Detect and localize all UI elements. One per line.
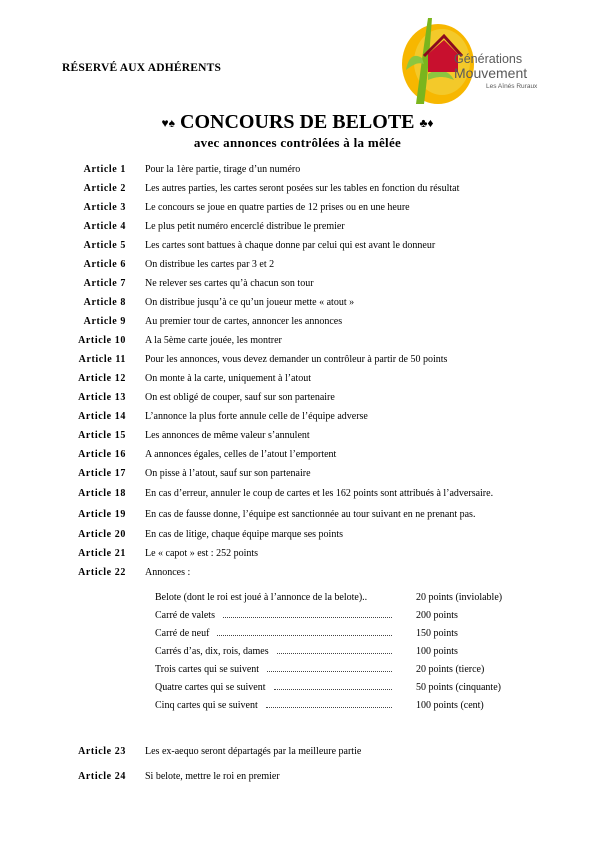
article-label: Article 23 [78,746,126,757]
article-row [0,240,595,254]
article-label: Article 16 [78,449,126,460]
article-text: A la 5ème carte jouée, les montrer [145,335,282,346]
annonce-label: Carré de valets [155,610,215,621]
dot-leader [274,689,392,690]
annonce-value: 20 points (tierce) [416,664,485,675]
article-text: Les autres parties, les cartes seront posées sur les tables en fonction du résultat [145,183,460,194]
article-label: Article 2 [83,183,126,194]
article-row [0,746,595,760]
article-text: Pour la 1ère partie, tirage d’un numéro [145,164,301,175]
article-text: Le concours se joue en quatre parties de 12 prises ou en une heure [145,202,410,213]
article-label: Article 24 [78,771,126,782]
reserve-label: RÉSERVÉ AUX ADHÉRENTS [62,62,222,74]
annonce-label: Belote (dont le roi est joué à l’annonce de la belote).. [155,592,368,603]
annonce-row [0,610,595,624]
article-text: On monte à la carte, uniquement à l’atout [145,373,312,384]
page-subtitle: avec annonces contrôlées à la mêlée [193,135,402,150]
annonce-row [0,592,595,606]
article-text: Les cartes sont battues à chaque donne par celui qui est avant le donneur [145,240,436,251]
annonce-label: Trois cartes qui se suivent [155,664,260,675]
article-label: Article 15 [78,430,126,441]
article-text: En cas de fausse donne, l’équipe est sanctionnée au tour suivant en ne prenant pas. [145,509,476,520]
dot-leader [277,653,392,654]
article-row [0,488,595,502]
article-text: L’annonce la plus forte annule celle de l’équipe adverse [145,411,368,422]
dot-leader [267,671,392,672]
article-row [0,509,595,523]
article-label: Article 6 [83,259,126,270]
article-label: Article 13 [78,392,126,403]
article-text: Les annonces de même valeur s’annulent [145,430,310,441]
article-label: Article 11 [78,354,126,365]
title-text: CONCOURS DE BELOTE [180,111,415,133]
annonce-value: 50 points (cinquante) [416,682,501,693]
article-row [0,449,595,463]
annonce-label: Cinq cartes qui se suivent [155,700,258,711]
article-label: Article 18 [78,488,126,499]
article-text: En cas d’erreur, annuler le coup de cartes et les 162 points sont attribués à l’adversaire. [145,488,494,499]
article-label: Article 19 [78,509,126,520]
article-text: A annonces égales, celles de l’atout l’emportent [145,449,337,460]
article-row [0,567,595,581]
article-text: Si belote, mettre le roi en premier [145,771,280,782]
suits-left: ♥♠ [161,116,175,130]
annonce-value: 100 points [416,646,458,657]
logo-line3: Les Aînés Ruraux [486,83,538,90]
article-row [0,164,595,178]
article-row [0,430,595,444]
article-text: Le « capot » est : 252 points [145,548,259,559]
article-row [0,278,595,292]
article-row [0,392,595,406]
article-label: Article 5 [83,240,126,251]
article-text: Annonces : [145,567,191,578]
article-text: Ne relever ses cartes qu’à chacun son tour [145,278,314,289]
article-label: Article 1 [83,164,126,175]
suits-right: ♣♦ [419,116,434,130]
article-label: Article 4 [83,221,126,232]
annonce-value: 200 points [416,610,458,621]
article-row [0,183,595,197]
article-text: Le plus petit numéro encerclé distribue le premier [145,221,345,232]
logo-line2: Mouvement [454,65,528,81]
article-label: Article 20 [78,529,126,540]
article-row [0,202,595,216]
annonce-label: Carrés d’as, dix, rois, dames [155,646,269,657]
article-row [0,373,595,387]
annonce-label: Quatre cartes qui se suivent [155,682,266,693]
article-label: Article 12 [78,373,126,384]
article-label: Article 7 [83,278,126,289]
annonce-value: 20 points (inviolable) [416,592,503,603]
article-label: Article 3 [83,202,126,213]
annonce-row [0,628,595,642]
annonce-row [0,700,595,714]
annonce-row [0,646,595,660]
annonce-label: Carré de neuf [155,628,210,639]
article-label: Article 8 [83,297,126,308]
article-label: Article 14 [78,411,126,422]
article-row [0,297,595,311]
article-row [0,548,595,562]
annonce-value: 100 points (cent) [416,700,484,711]
article-text: On distribue les cartes par 3 et 2 [145,259,275,270]
article-text: Au premier tour de cartes, annoncer les annonces [145,316,343,327]
article-row [0,316,595,330]
article-label: Article 21 [78,548,126,559]
annonce-row [0,664,595,678]
page-title [0,111,595,134]
article-label: Article 17 [78,468,126,479]
dot-leader [223,617,392,618]
dot-leader [217,635,392,636]
article-row [0,411,595,425]
article-text: On est obligé de couper, sauf sur son partenaire [145,392,335,403]
annonce-value: 150 points [416,628,458,639]
article-label: Article 9 [83,316,126,327]
generations-mouvement-logo [398,14,548,108]
article-row [0,529,595,543]
annonce-row [0,682,595,696]
article-label: Article 10 [78,335,126,346]
article-row [0,771,595,785]
article-text: On pisse à l’atout, sauf sur son partenaire [145,468,311,479]
article-row [0,354,595,368]
article-text: Pour les annonces, vous devez demander un contrôleur à partir de 50 points [145,354,448,365]
article-text: En cas de litige, chaque équipe marque ses points [145,529,343,540]
article-row [0,468,595,482]
article-row [0,259,595,273]
logo-line1: Générations [454,52,523,66]
article-row [0,335,595,349]
article-label: Article 22 [78,567,126,578]
article-text: Les ex-aequo seront départagés par la meilleure partie [145,746,362,757]
dot-leader [266,707,392,708]
article-text: On distribue jusqu’à ce qu’un joueur mette « atout » [145,297,355,308]
article-row [0,221,595,235]
